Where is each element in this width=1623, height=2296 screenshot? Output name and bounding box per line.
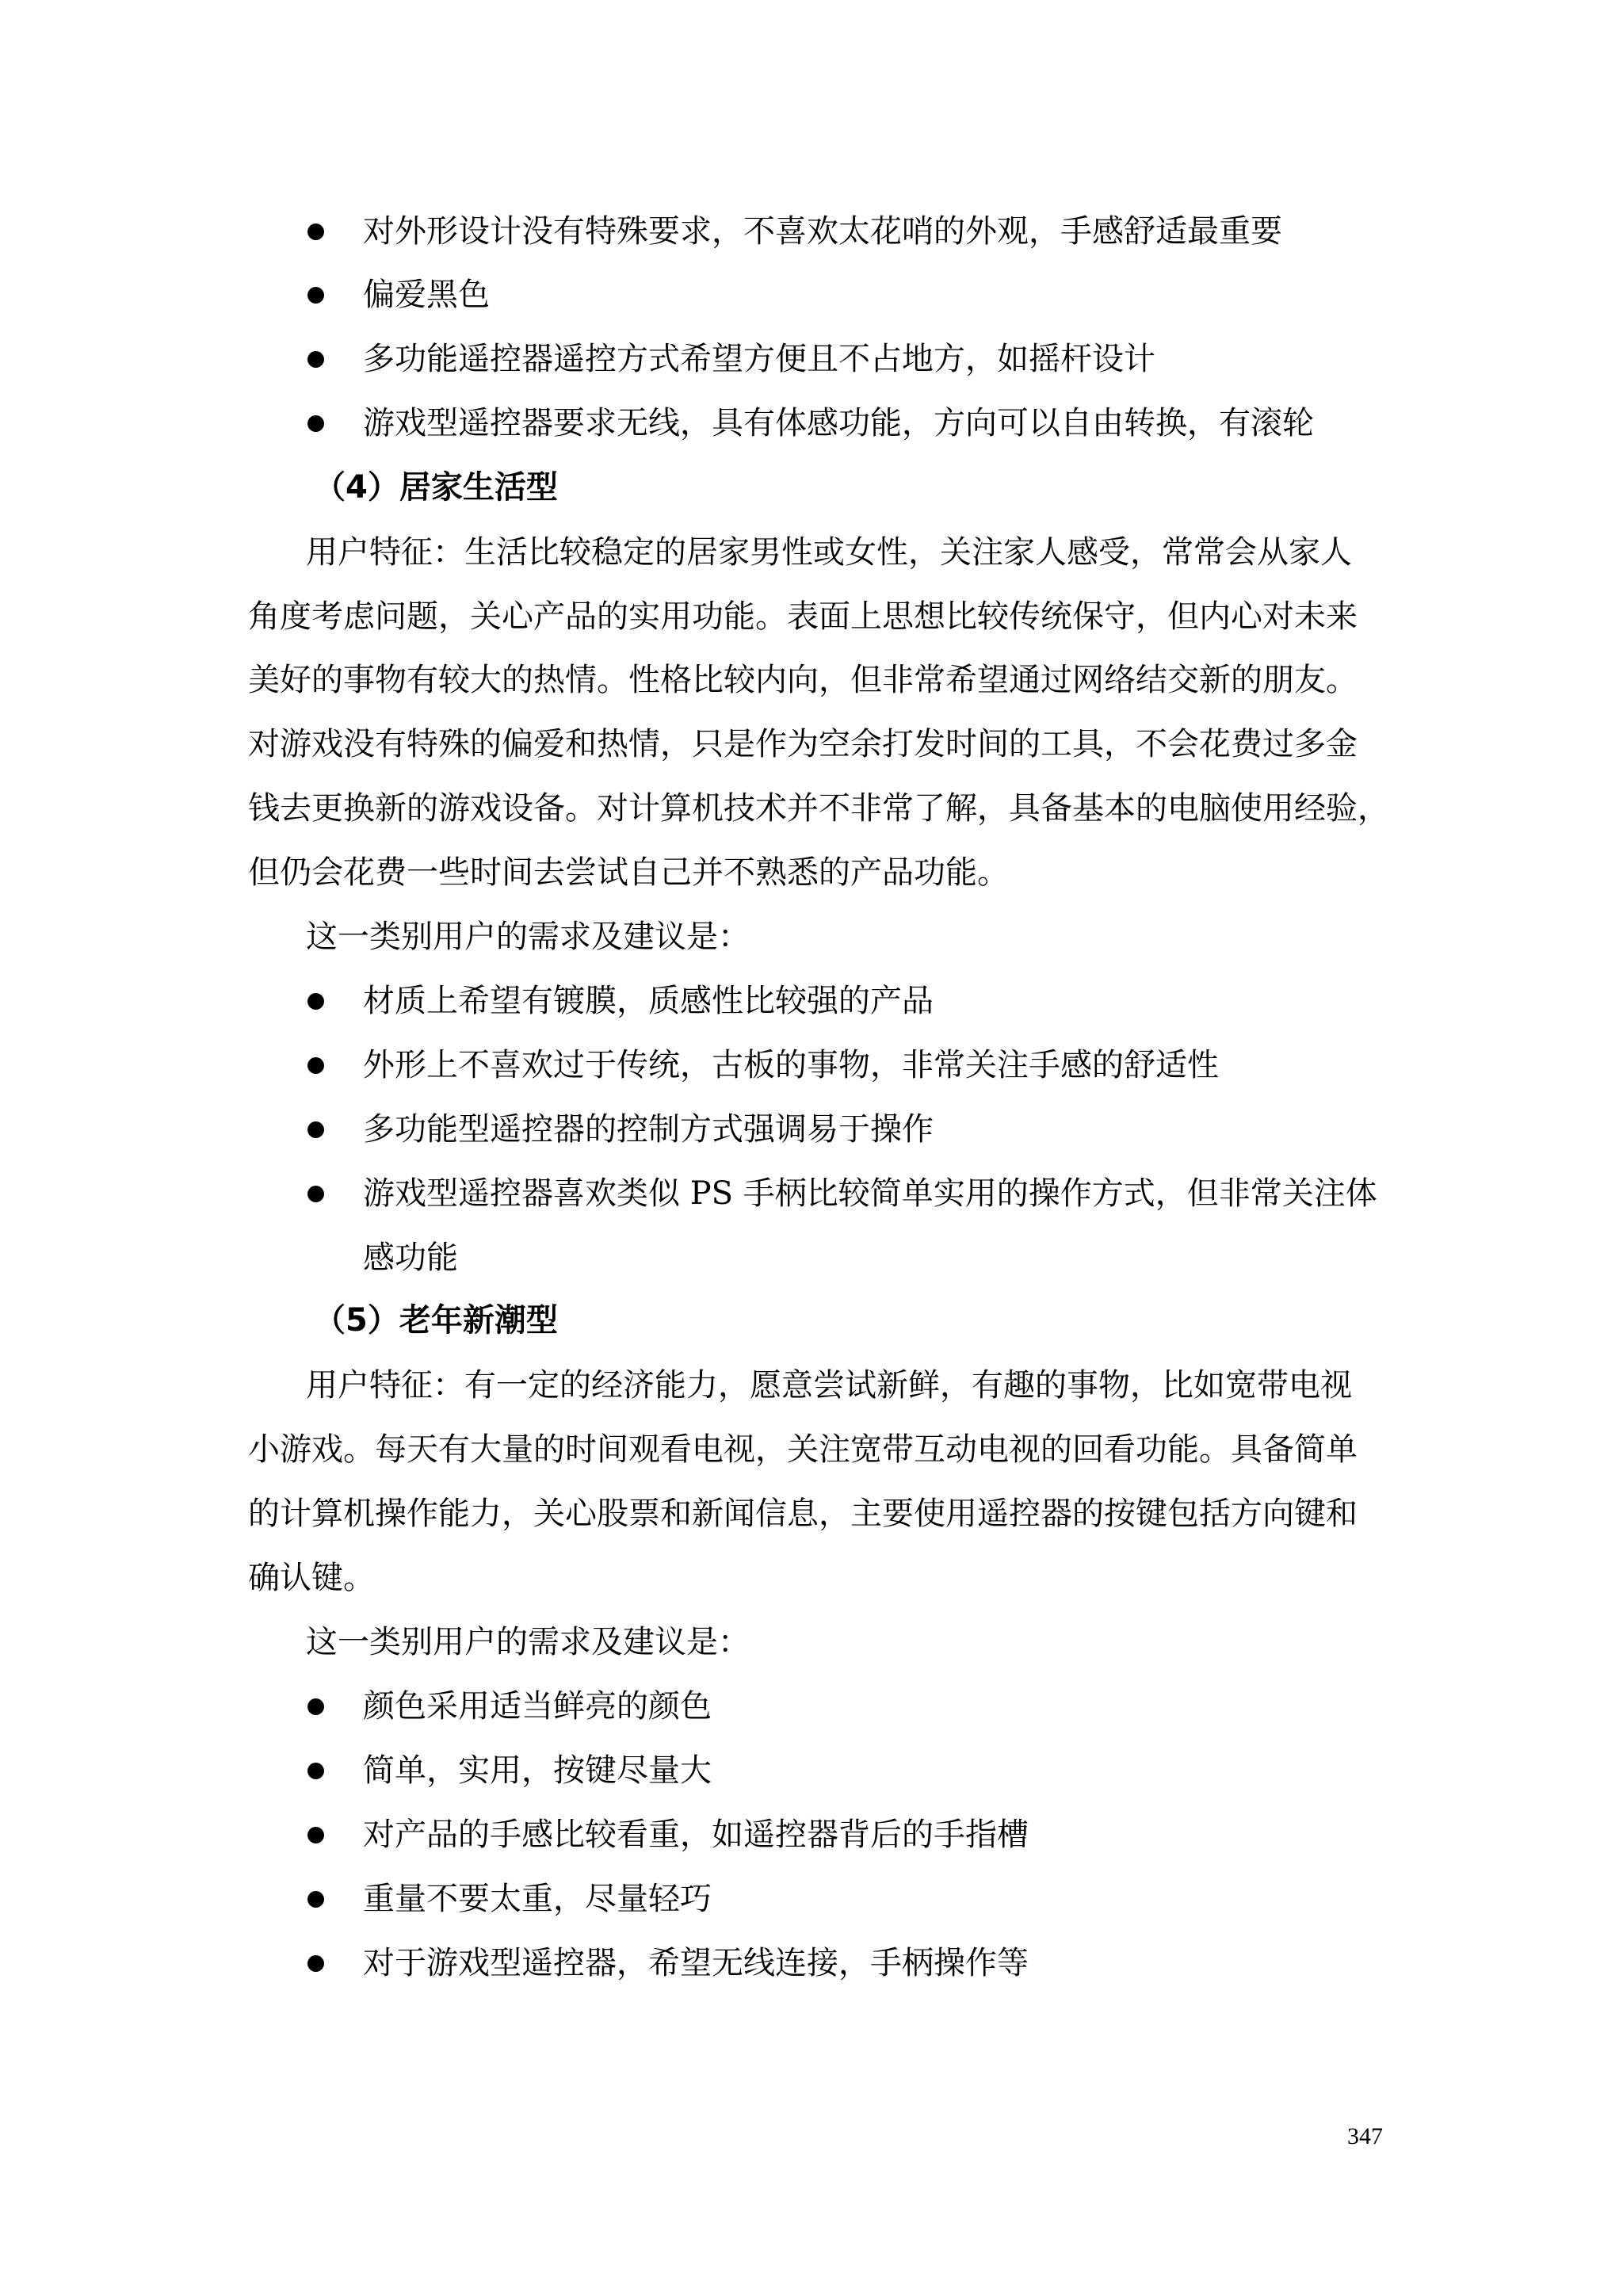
- bullet-item: 对产品的手感比较看重，如遥控器背后的手指槽: [363, 1817, 1029, 1853]
- bullet-item: 重量不要太重，尽量轻巧: [363, 1881, 712, 1917]
- bullet-item-continuation: 感功能: [363, 1240, 458, 1276]
- paragraph-line: 角度考虑问题，关心产品的实用功能。表面上思想比较传统保守，但内心对未来: [248, 598, 1358, 635]
- requirements-intro: 这一类别用户的需求及建议是：: [306, 919, 750, 955]
- bullet-item: 材质上希望有镀膜，质感性比较强的产品: [363, 983, 934, 1019]
- paragraph-line: 钱去更换新的游戏设备。对计算机技术并不非常了解，具备基本的电脑使用经验，: [248, 790, 1389, 827]
- bullet-dot: [307, 1121, 324, 1138]
- paragraph-line: 美好的事物有较大的热情。性格比较内向，但非常希望通过网络结交新的朋友。: [248, 662, 1358, 698]
- section-heading: （5）老年新潮型: [314, 1302, 558, 1339]
- paragraph-line: 小游戏。每天有大量的时间观看电视，关注宽带互动电视的回看功能。具备简单: [248, 1431, 1358, 1468]
- bullet-item: 游戏型遥控器喜欢类似 PS 手柄比较简单实用的操作方式，但非常关注体: [363, 1175, 1377, 1212]
- paragraph-line: 但仍会花费一些时间去尝试自己并不熟悉的产品功能。: [248, 854, 1009, 891]
- paragraph-line: 的计算机操作能力，关心股票和新闻信息，主要使用遥控器的按键包括方向键和: [248, 1496, 1358, 1532]
- bullet-dot: [307, 1186, 324, 1202]
- bullet-dot: [307, 1827, 324, 1843]
- section-heading: （4）居家生活型: [314, 469, 558, 506]
- bullet-item: 对于游戏型遥控器，希望无线连接，手柄操作等: [363, 1945, 1029, 1981]
- bullet-item: 游戏型遥控器要求无线，具有体感功能，方向可以自由转换，有滚轮: [363, 405, 1314, 441]
- bullet-dot: [307, 1057, 324, 1074]
- bullet-dot: [307, 993, 324, 1010]
- bullet-dot: [307, 1698, 324, 1715]
- paragraph-line: 用户特征：生活比较稳定的居家男性或女性，关注家人感受，常常会从家人: [306, 534, 1352, 571]
- bullet-item: 多功能遥控器遥控方式希望方便且不占地方，如摇杆设计: [363, 341, 1155, 377]
- bullet-item: 外形上不喜欢过于传统，古板的事物，非常关注手感的舒适性: [363, 1047, 1219, 1083]
- paragraph-line: 对游戏没有特殊的偏爱和热情，只是作为空余打发时间的工具，不会花费过多金: [248, 726, 1358, 762]
- bullet-dot: [307, 1891, 324, 1908]
- requirements-intro: 这一类别用户的需求及建议是：: [306, 1624, 750, 1660]
- bullet-item: 简单，实用，按键尽量大: [363, 1752, 712, 1789]
- bullet-dot: [307, 351, 324, 368]
- bullet-dot: [307, 415, 324, 432]
- bullet-dot: [307, 223, 324, 240]
- paragraph-line: 用户特征：有一定的经济能力，愿意尝试新鲜，有趣的事物，比如宽带电视: [306, 1367, 1352, 1404]
- bullet-dot: [307, 1955, 324, 1972]
- paragraph-line: 确认键。: [248, 1560, 375, 1596]
- bullet-item: 颜色采用适当鲜亮的颜色: [363, 1688, 712, 1725]
- bullet-dot: [307, 1763, 324, 1779]
- bullet-item: 对外形设计没有特殊要求，不喜欢太花哨的外观，手感舒适最重要: [363, 213, 1282, 250]
- bullet-dot: [307, 287, 324, 304]
- bullet-item: 偏爱黑色: [363, 277, 490, 313]
- bullet-item: 多功能型遥控器的控制方式强调易于操作: [363, 1111, 934, 1148]
- page-number: 347: [1347, 2123, 1383, 2149]
